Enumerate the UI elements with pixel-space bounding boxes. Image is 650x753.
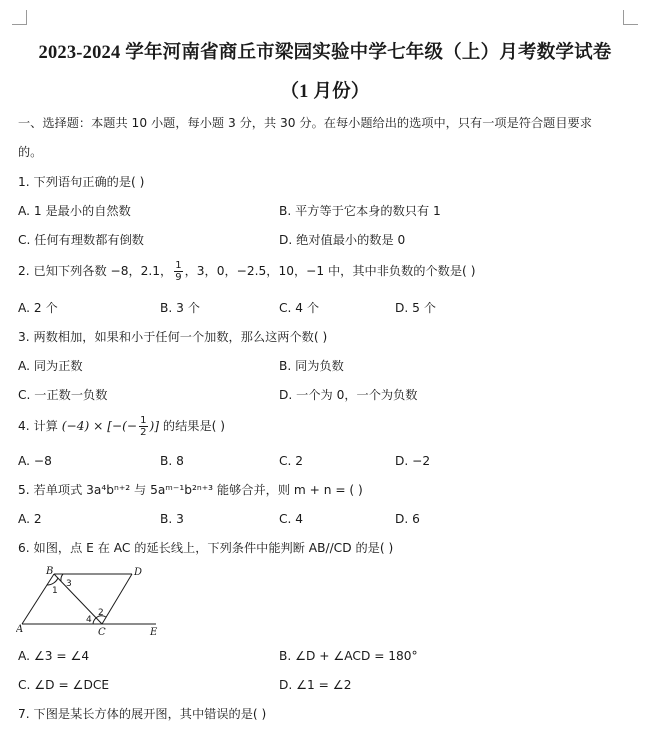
q4-option-a: A. −8	[18, 454, 52, 468]
q2-fraction	[174, 260, 182, 283]
label-point-a: A	[16, 624, 24, 635]
arc-angle-3	[61, 574, 63, 581]
q4-expression-a: (−4) × [−(−	[61, 419, 138, 433]
question-2-stem	[18, 260, 475, 283]
q2-fraction-num: 1	[175, 260, 182, 271]
q6-option-c: C. ∠D = ∠DCE	[18, 678, 110, 692]
q1-option-d: D. 绝对值最小的数是 0	[279, 233, 406, 247]
q4-stem-part-a: 4. 计算	[18, 419, 58, 433]
q3-option-b: B. 同为负数	[279, 359, 344, 373]
crop-mark-top-right	[623, 10, 638, 25]
q6-option-a: A. ∠3 = ∠4	[18, 649, 90, 663]
q4-fraction	[139, 415, 147, 438]
q4-option-c: C. 2	[279, 454, 304, 468]
label-point-d: D	[134, 567, 143, 578]
q4-fraction-num: 1	[140, 415, 147, 426]
document-title: 2023-2024 学年河南省商丘市梁园实验中学七年级（上）月考数学试卷	[38, 43, 612, 63]
question-6-stem: 6. 如图，点 E 在 AC 的延长线上，下列条件中能判断 AB//CD 的是( )	[18, 541, 394, 555]
question-5-stem: 5. 若单项式 3a⁴bⁿ⁺² 与 5aᵐ⁻¹b²ⁿ⁺³ 能够合并，则 m + n = ( )	[18, 483, 363, 497]
geometry-figure	[16, 566, 166, 638]
q3-option-c: C. 一正数一负数	[18, 388, 108, 402]
segment-cd	[102, 574, 132, 624]
q5-option-c: C. 4	[279, 512, 304, 526]
question-3-stem: 3. 两数相加，如果和小于任何一个加数，那么这两个数( )	[18, 330, 328, 344]
q2-stem-part-b: ，3，0，−2.5，10，−1 中，其中非负数的个数是( )	[184, 264, 476, 278]
crop-mark-top-left	[12, 10, 27, 25]
q3-option-a: A. 同为正数	[18, 359, 83, 373]
q2-option-b: B. 3 个	[160, 301, 200, 315]
section-instructions-cont: 的。	[18, 145, 43, 159]
q3-option-d: D. 一个为 0，一个为负数	[279, 388, 418, 402]
section-instructions: 一、选择题：本题共 10 小题，每小题 3 分，共 30 分。在每小题给出的选项中，只有一项是符合题目要求	[18, 116, 592, 130]
q2-fraction-den: 9	[175, 272, 182, 283]
label-point-b: B	[46, 566, 54, 577]
segment-bc	[54, 574, 102, 624]
q1-option-a: A. 1 是最小的自然数	[18, 204, 131, 218]
q6-option-b: B. ∠D + ∠ACD = 180°	[279, 649, 418, 663]
label-angle-1: 1	[52, 586, 58, 596]
question-7-stem: 7. 下图是某长方体的展开图，其中错误的是( )	[18, 707, 267, 721]
q5-option-b: B. 3	[160, 512, 184, 526]
label-angle-4: 4	[86, 615, 92, 625]
label-point-e: E	[150, 627, 158, 638]
q5-option-a: A. 2	[18, 512, 42, 526]
question-4-stem	[18, 414, 225, 438]
q1-option-b: B. 平方等于它本身的数只有 1	[279, 204, 441, 218]
label-point-c: C	[98, 627, 106, 638]
q5-option-d: D. 6	[395, 512, 420, 526]
q4-option-b: B. 8	[160, 454, 184, 468]
q2-option-a: A. 2 个	[18, 301, 58, 315]
q2-option-c: C. 4 个	[279, 301, 320, 315]
q4-stem-part-b: 的结果是( )	[162, 419, 226, 433]
q6-option-d: D. ∠1 = ∠2	[279, 678, 352, 692]
arc-angle-4	[93, 618, 96, 624]
label-angle-2: 2	[98, 608, 104, 618]
q2-stem-part-a: 2. 已知下列各数 −8，2.1，	[18, 264, 173, 278]
q1-option-c: C. 任何有理数都有倒数	[18, 233, 144, 247]
segment-ab	[22, 574, 54, 624]
document-subtitle: （1 月份）	[280, 82, 370, 102]
label-angle-3: 3	[66, 579, 72, 589]
q4-option-d: D. −2	[395, 454, 431, 468]
q2-option-d: D. 5 个	[395, 301, 436, 315]
q4-expression-b: )]	[149, 419, 160, 433]
question-1-stem: 1. 下列语句正确的是( )	[18, 175, 145, 189]
q4-fraction-den: 2	[140, 427, 147, 438]
